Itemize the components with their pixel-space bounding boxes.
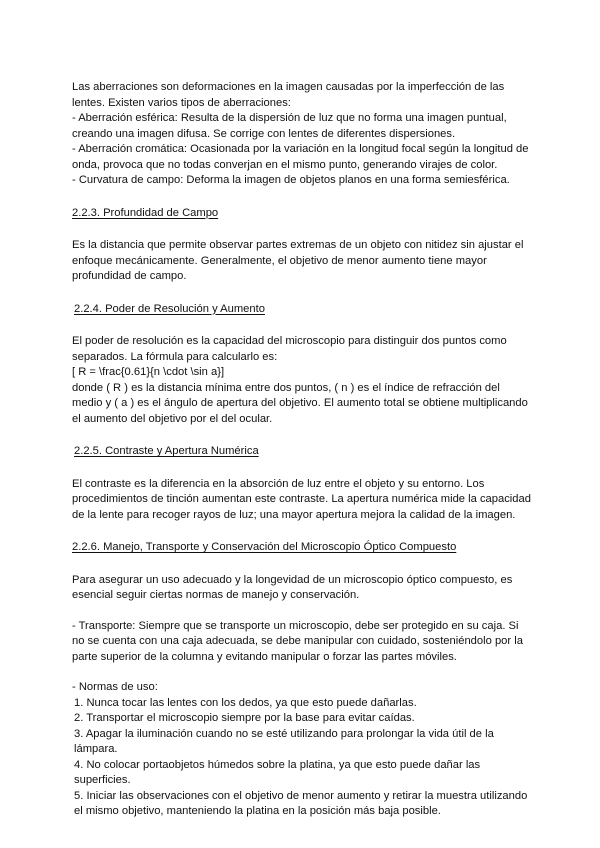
usage-rule-item: 2. Transportar el microscopio siempre por la base para evitar caídas. xyxy=(74,712,415,724)
resolution-explanation: donde ( R ) es la distancia mínima entre dos puntos, ( n ) es el índice de refracción del medio y ( a ) es el ángulo de apertura del objetivo. El aumento total se obtiene multiplicando el aumento del objetivo por el del ocular. xyxy=(72,381,528,425)
usage-rule-item: 1. Nunca tocar las lentes con los dedos, ya que esto puede dañarlas. xyxy=(74,696,417,709)
resolution-formula: [ R = \frac{0.61}{n \cdot \sin a}] xyxy=(72,366,225,378)
handling-intro-paragraph: Para asegurar un uso adecuado y la longevidad de un microscopio óptico compuesto, es esencial seguir ciertas normas de manejo y conservación. xyxy=(72,573,513,601)
bullet-field-curvature: - Curvatura de campo: Deforma la imagen de objetos planos en una forma semiesférica. xyxy=(72,174,510,186)
contrast-paragraph: El contraste es la diferencia en la absorción de luz entre el objeto y su entorno. Los procedimientos de tinción aumentan este contraste. La apertura numérica mide la capacidad de la lente para recoger rayos de luz; una mayor apertura mejora la calidad de la imagen. xyxy=(72,477,531,521)
bullet-spherical-aberration: - Aberración esférica: Resulta de la dispersión de luz que no forma una imagen puntual, creando una imagen difusa. Se corrige con lentes de diferentes dispersiones. xyxy=(72,112,507,140)
transport-paragraph: - Transporte: Siempre que se transporte un microscopio, debe ser protegido en su caja. Si no se cuenta con una caja adecuada, se debe manipular con cuidado, sosteniéndolo por la parte superior de la columna y evitando manipular o forzar las partes móviles. xyxy=(72,619,523,663)
resolution-paragraph: El poder de resolución es la capacidad del microscopio para distinguir dos puntos como separados. La fórmula para calcularlo es: xyxy=(72,335,507,363)
heading-2-2-5: 2.2.5. Contraste y Apertura Numérica xyxy=(74,445,259,457)
heading-2-2-6: 2.2.6. Manejo, Transporte y Conservación del Microscopio Óptico Compuesto xyxy=(72,541,457,553)
usage-rules-title: - Normas de uso: xyxy=(72,681,158,693)
heading-2-2-4: 2.2.4. Poder de Resolución y Aumento xyxy=(74,302,265,315)
usage-rule-item: 4. No colocar portaobjetos húmedos sobre la platina, ya que esto puede dañar las superficies. xyxy=(74,758,481,786)
depth-of-field-paragraph: Es la distancia que permite observar partes extremas de un objeto con nitidez sin ajustar el enfoque mecánicamente. Generalmente, el objetivo de menor aumento tiene mayor profundidad de campo. xyxy=(72,239,524,282)
intro-paragraph: Las aberraciones son deformaciones en la imagen causadas por la imperfección de las lentes. Existen varios tipos de aberraciones: xyxy=(72,81,505,109)
document-page xyxy=(72,80,532,820)
usage-rule-item: 3. Apagar la iluminación cuando no se esté utilizando para prolongar la vida útil de la lámpara. xyxy=(74,727,494,755)
bullet-chromatic-aberration: - Aberración cromática: Ocasionada por la variación en la longitud focal según la longitud de onda, provoca que no todas converjan en el mismo punto, generando virajes de color. xyxy=(72,143,529,171)
heading-2-2-3: 2.2.3. Profundidad de Campo xyxy=(72,206,219,219)
usage-rule-item: 5. Iniciar las observaciones con el objetivo de menor aumento y retirar la muestra utilizando el mismo objetivo, manteniendo la platina en la posición más baja posible. xyxy=(74,789,528,817)
